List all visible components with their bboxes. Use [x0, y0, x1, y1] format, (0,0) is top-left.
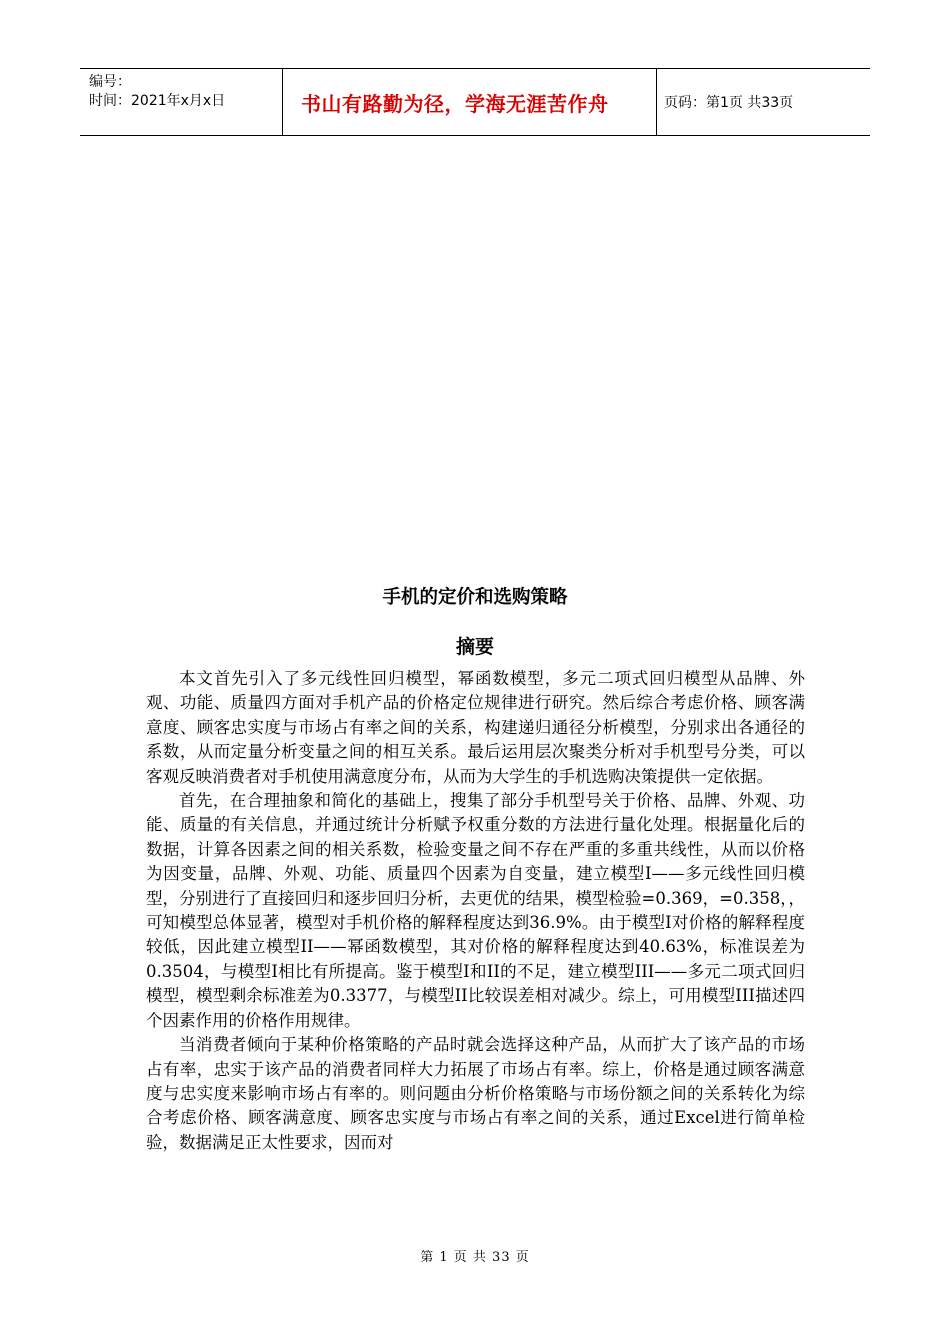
document-time-label: 时间：2021年x月x日	[89, 93, 226, 109]
page-footer: 第 1 页 共 33 页	[420, 1250, 530, 1265]
document-title: 手机的定价和选购策略	[382, 587, 568, 608]
header-meta	[80, 69, 283, 135]
document-number-label: 编号：	[89, 74, 131, 90]
abstract-paragraph-2: 首先，在合理抽象和简化的基础上，搜集了部分手机型号关于价格、品牌、外观、功能、质量的有关信息，并通过统计分析赋予权重分数的方法进行量化处理。根据量化后的数据，计算各因素之间的相关系数，检验变量之间不存在严重的多重共线性，从而以价格为因变量，品牌、外观、功能、质量四个因素为自变量，建立模型I——多元线性回归模型，分别进行了直接回归和逐步回归分析，去更优的结果，模型检验=0.369，=0.358，，可知模型总体显著，模型对手机价格的解释程度达到36.9%。由于模型I对价格的解释程度较低，因此建立模型II——幂函数模型，其对价格的解释程度达到40.63%，标准误差为0.3504，与模型I相比有所提高。鉴于模型I和II的不足，建立模型III——多元二项式回归模型，模型剩余标准差为0.3377，与模型II比较误差相对减少。综上，可用模型III描述四个因素作用的价格作用规律。	[146, 791, 805, 1030]
abstract-body	[146, 667, 805, 1155]
page-header	[80, 68, 870, 136]
abstract-paragraph-3: 当消费者倾向于某种价格策略的产品时就会选择这种产品，从而扩大了该产品的市场占有率，忠实于该产品的消费者同样大力拓展了市场占有率。综上，价格是通过顾客满意度与忠实度来影响市场占有率的。则问题由分析价格策略与市场份额之间的关系转化为综合考虑价格、顾客满意度、顾客忠实度与市场占有率之间的关系，通过Excel进行简单检验，数据满足正太性要求，因而对	[146, 1035, 805, 1152]
header-page-info: 页码：第1页 共33页	[664, 95, 794, 111]
header-motto: 书山有路勤为径，学海无涯苦作舟	[283, 69, 657, 135]
abstract-paragraph-1: 本文首先引入了多元线性回归模型，幂函数模型，多元二项式回归模型从品牌、外观、功能、质量四方面对手机产品的价格定位规律进行研究。然后综合考虑价格、顾客满意度、顾客忠实度与市场占有率之间的关系，构建递归通径分析模型，分别求出各通径的系数，从而定量分析变量之间的相互关系。最后运用层次聚类分析对手机型号分类，可以客观反映消费者对手机使用满意度分布，从而为大学生的手机选购决策提供一定依据。	[146, 669, 805, 786]
abstract-heading: 摘要	[455, 636, 494, 658]
